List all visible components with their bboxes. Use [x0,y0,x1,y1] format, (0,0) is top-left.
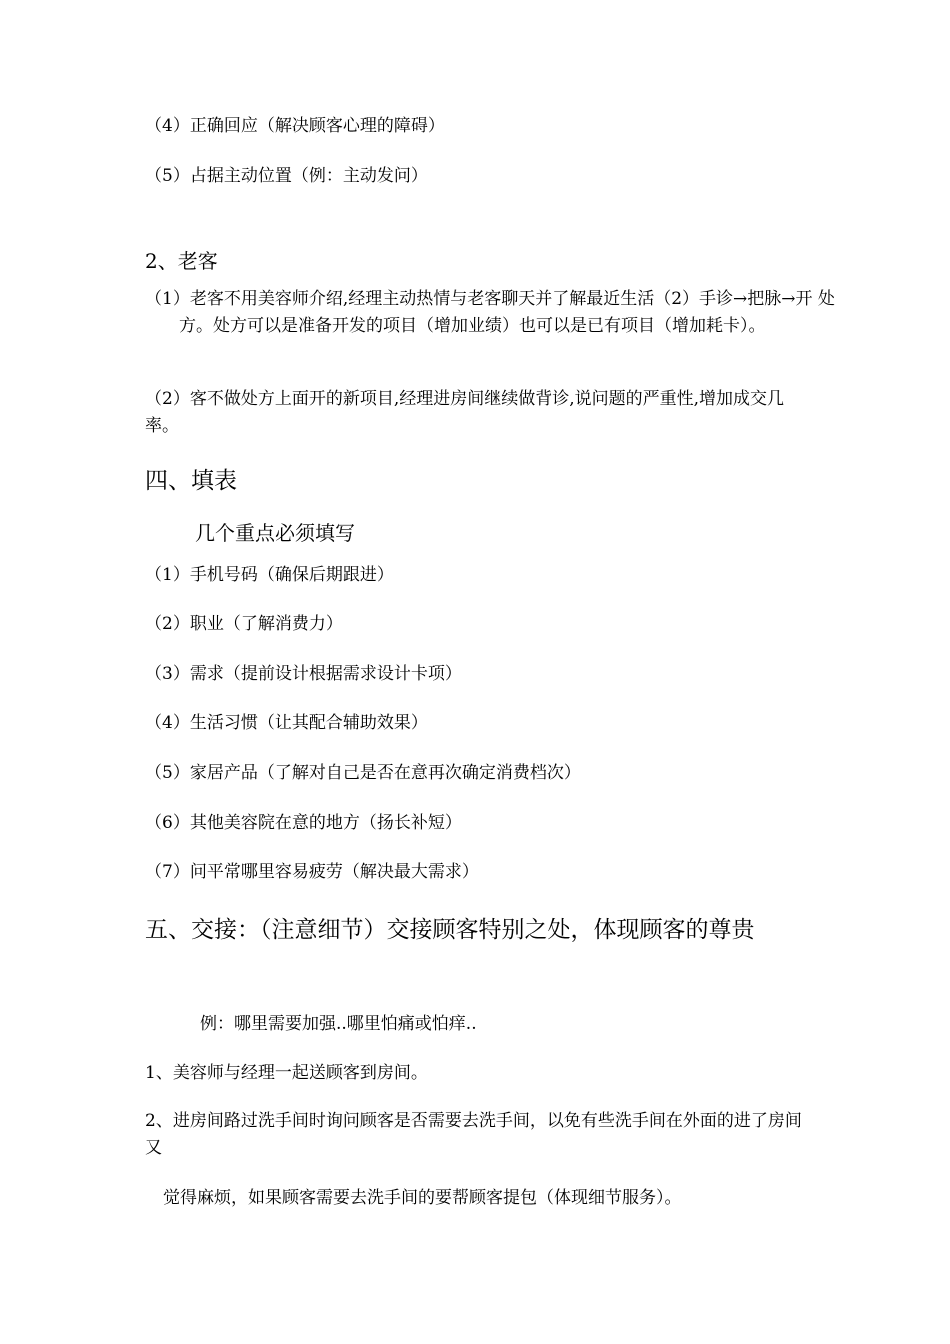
list-item: （4）生活习惯（让其配合辅助效果） [145,713,428,733]
list-item: （4）正确回应（解决顾客心理的障碍） [145,116,445,136]
section-heading: 五、交接：（注意细节）交接顾客特别之处，体现顾客的尊贵 [145,917,755,943]
example-text: 例：哪里需要加强..哪里怕痛或怕痒.. [200,1014,477,1034]
list-item: （5）占据主动位置（例：主动发问） [145,166,428,186]
list-item: （6）其他美容院在意的地方（扬长补短） [145,813,462,833]
subsection-title: 2、老客 [145,249,218,273]
list-item: （1）手机号码（确保后期跟进） [145,565,394,585]
paragraph: （2）客不做处方上面开的新项目,经理进房间继续做背诊,说问题的严重性,增加成交几率。 [145,389,785,436]
list-item: （2）职业（了解消费力） [145,614,343,634]
section-intro: 几个重点必须填写 [195,521,355,545]
section-heading: 四、填表 [145,468,237,494]
list-item: （7）问平常哪里容易疲劳（解决最大需求） [145,862,479,882]
list-item: （5）家居产品（了解对自己是否在意再次确定消费档次） [145,763,581,783]
list-item: （3）需求（提前设计根据需求设计卡项） [145,664,462,684]
paragraph: 2、进房间路过洗手间时询问顾客是否需要去洗手间，以免有些洗手间在外面的进了房间又 [145,1111,802,1158]
paragraph-continuation: 觉得麻烦，如果顾客需要去洗手间的要帮顾客提包（体现细节服务）。 [163,1188,682,1208]
paragraph: （1）老客不用美容师介绍,经理主动热情与老客聊天并了解最近生活（2）手诊→把脉→开 处方。处方可以是准备开发的项目（增加业绩）也可以是已有项目（增加耗卡）。 [145,289,835,336]
list-item: 1、美容师与经理一起送顾客到房间。 [145,1063,428,1083]
